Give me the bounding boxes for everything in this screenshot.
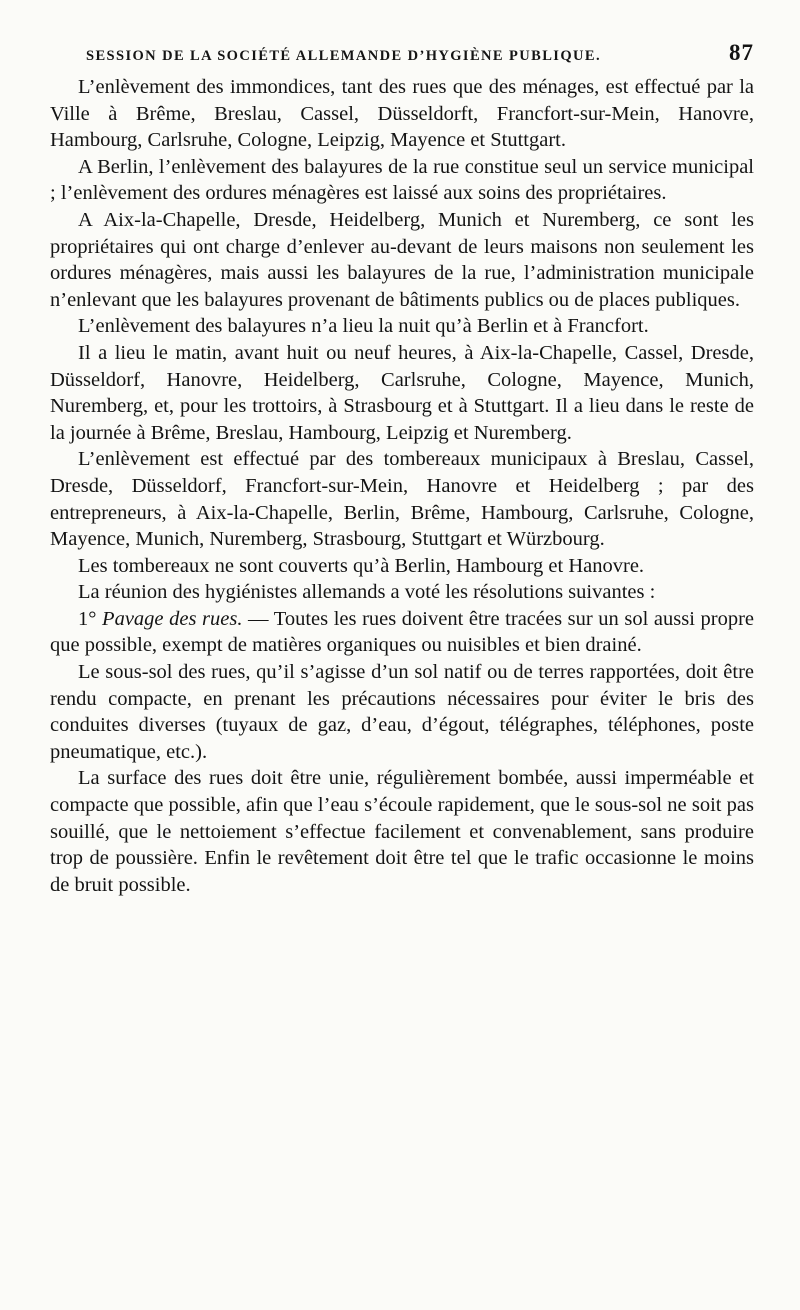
paragraph: Les tombereaux ne sont couverts qu’à Berlin, Hambourg et Hanovre. <box>78 554 645 577</box>
resolution-title: Pavage des rues. <box>102 607 243 630</box>
paragraph: A Aix-la-Chapelle, Dresde, Heidelberg, Munich et Nuremberg, ce sont les propriétaires qui ont charge d’enlever au-devant de leurs maisons non seulement les ordures ménagères, mais aussi les balayures de la rue, l’administration municipale n’enlevant que les balayures provenant de bâtiments publics ou de places publiques. <box>50 208 754 311</box>
running-title: SESSION DE LA SOCIÉTÉ ALLEMANDE D’HYGIÈNE PUBLIQUE. <box>86 48 601 64</box>
running-header <box>50 40 754 70</box>
resolution-number: 1° <box>78 607 103 630</box>
paragraph: La réunion des hygiénistes allemands a voté les résolutions suivantes : <box>78 581 656 604</box>
paragraph: A Berlin, l’enlèvement des balayures de la rue constitue seul un service municipal ; l’enlèvement des ordures ménagères est laissé aux soins des propriétaires. <box>50 155 754 205</box>
resolution-text: — Toutes les rues doivent être tracées sur un sol aussi propre que possible, exempt de matières organiques ou nuisibles et bien drainé. <box>50 607 754 657</box>
paragraph: La surface des rues doit être unie, régulièrement bombée, aussi imperméable et compacte que possible, afin que l’eau s’écoule rapidement, que le sous-sol ne soit pas souillé, que le nettoiement s’effectue facilement et convenablement, sans produire trop de poussière. Enfin le revêtement doit être tel que le trafic occasionne le moins de bruit possible. <box>50 767 754 896</box>
body-text <box>50 74 754 898</box>
paragraph: Il a lieu le matin, avant huit ou neuf heures, à Aix-la-Chapelle, Cassel, Dresde, Düsseldorf, Hanovre, Heidelberg, Carlsruhe, Cologne, Mayence, Munich, Nuremberg, et, pour les trottoirs, à Strasbourg et à Stuttgart. Il a lieu dans le reste de la journée à Brême, Breslau, Hambourg, Leipzig et Nuremberg. <box>50 341 754 444</box>
paragraph: L’enlèvement des balayures n’a lieu la nuit qu’à Berlin et à Francfort. <box>78 315 649 338</box>
paragraph: L’enlèvement des immondices, tant des rues que des ménages, est effectué par la Ville à Brême, Breslau, Cassel, Düsseldorft, Francfort-sur-Mein, Hanovre, Hambourg, Carlsruhe, Cologne, Leipzig, Mayence et Stuttgart. <box>50 76 754 152</box>
resolution-paragraph <box>50 606 754 659</box>
paragraph: Le sous-sol des rues, qu’il s’agisse d’un sol natif ou de terres rapportées, doit être rendu compacte, en prenant les précautions nécessaires pour éviter le bris des conduites diverses (tuyaux de gaz, d’eau, d’égout, télégraphes, téléphones, poste pneumatique, etc.). <box>50 661 754 763</box>
page-number: 87 <box>729 40 754 65</box>
paragraph: L’enlèvement est effectué par des tombereaux municipaux à Breslau, Cassel, Dresde, Düsseldorf, Francfort-sur-Mein, Hanovre et Heidelberg ; par des entrepreneurs, à Aix-la-Chapelle, Berlin, Brême, Hambourg, Carlsruhe, Cologne, Mayence, Munich, Nuremberg, Strasbourg, Stuttgart et Würzbourg. <box>50 448 754 551</box>
